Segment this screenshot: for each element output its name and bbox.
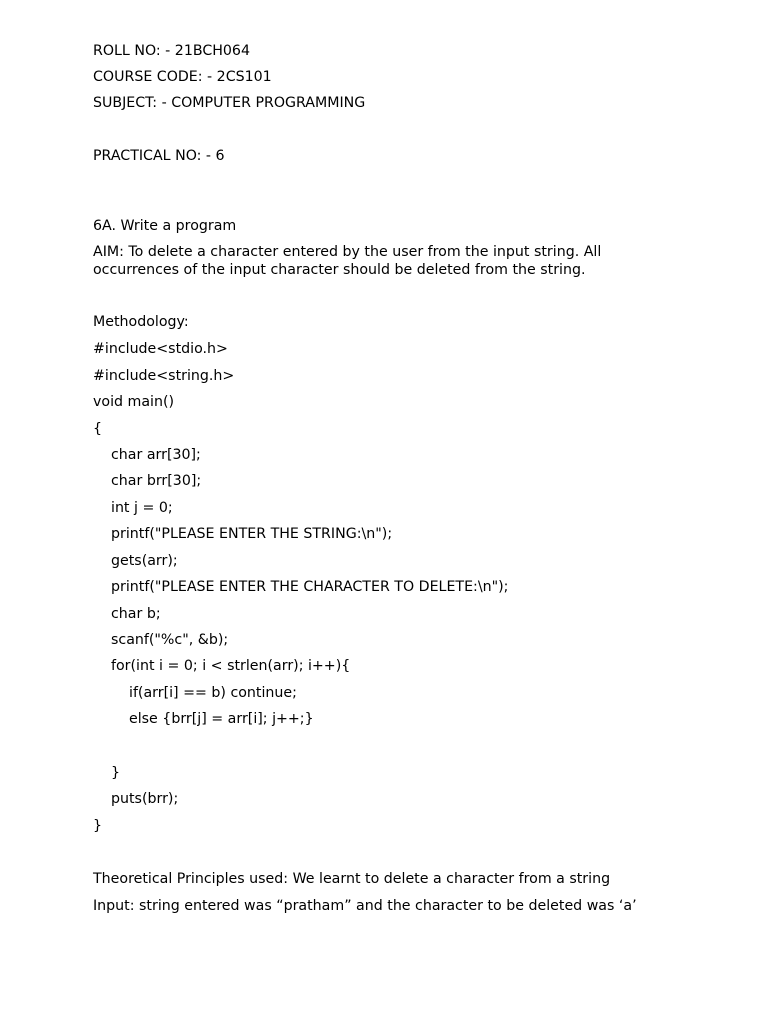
code-line: printf("PLEASE ENTER THE STRING:\n"); xyxy=(111,526,393,542)
theory-text: Theoretical Principles used: We learnt to delete a character from a string xyxy=(93,871,611,887)
code-line: } xyxy=(93,818,103,834)
code-line: puts(brr); xyxy=(111,791,179,807)
code-line: for(int i = 0; i < strlen(arr); i++){ xyxy=(111,658,351,674)
code-line: int j = 0; xyxy=(111,500,173,516)
code-line: void main() xyxy=(93,394,175,410)
course-code: COURSE CODE: - 2CS101 xyxy=(93,69,272,85)
code-line: printf("PLEASE ENTER THE CHARACTER TO DELETE:\n"); xyxy=(111,579,509,595)
code-line: } xyxy=(111,765,121,781)
code-line: char b; xyxy=(111,606,161,622)
code-line: char arr[30]; xyxy=(111,447,201,463)
subject: SUBJECT: - COMPUTER PROGRAMMING xyxy=(93,95,366,111)
code-line: char brr[30]; xyxy=(111,473,202,489)
code-line: #include<stdio.h> xyxy=(93,341,228,357)
aim-text: AIM: To delete a character entered by the user from the input string. All occurrences of the input character should be deleted from the string. xyxy=(93,244,602,278)
roll-no: ROLL NO: - 21BCH064 xyxy=(93,43,250,59)
code-line: { xyxy=(93,421,103,437)
code-line: if(arr[i] == b) continue; xyxy=(129,685,297,701)
question-title: 6A. Write a program xyxy=(93,218,237,234)
code-line: gets(arr); xyxy=(111,553,178,569)
practical-no: PRACTICAL NO: - 6 xyxy=(93,148,225,164)
code-line: #include<string.h> xyxy=(93,368,235,384)
input-text: Input: string entered was “pratham” and the character to be deleted was ‘a’ xyxy=(93,898,637,914)
code-line: else {brr[j] = arr[i]; j++;} xyxy=(129,711,314,727)
methodology-heading: Methodology: xyxy=(93,314,189,330)
code-line: scanf("%c", &b); xyxy=(111,632,229,648)
